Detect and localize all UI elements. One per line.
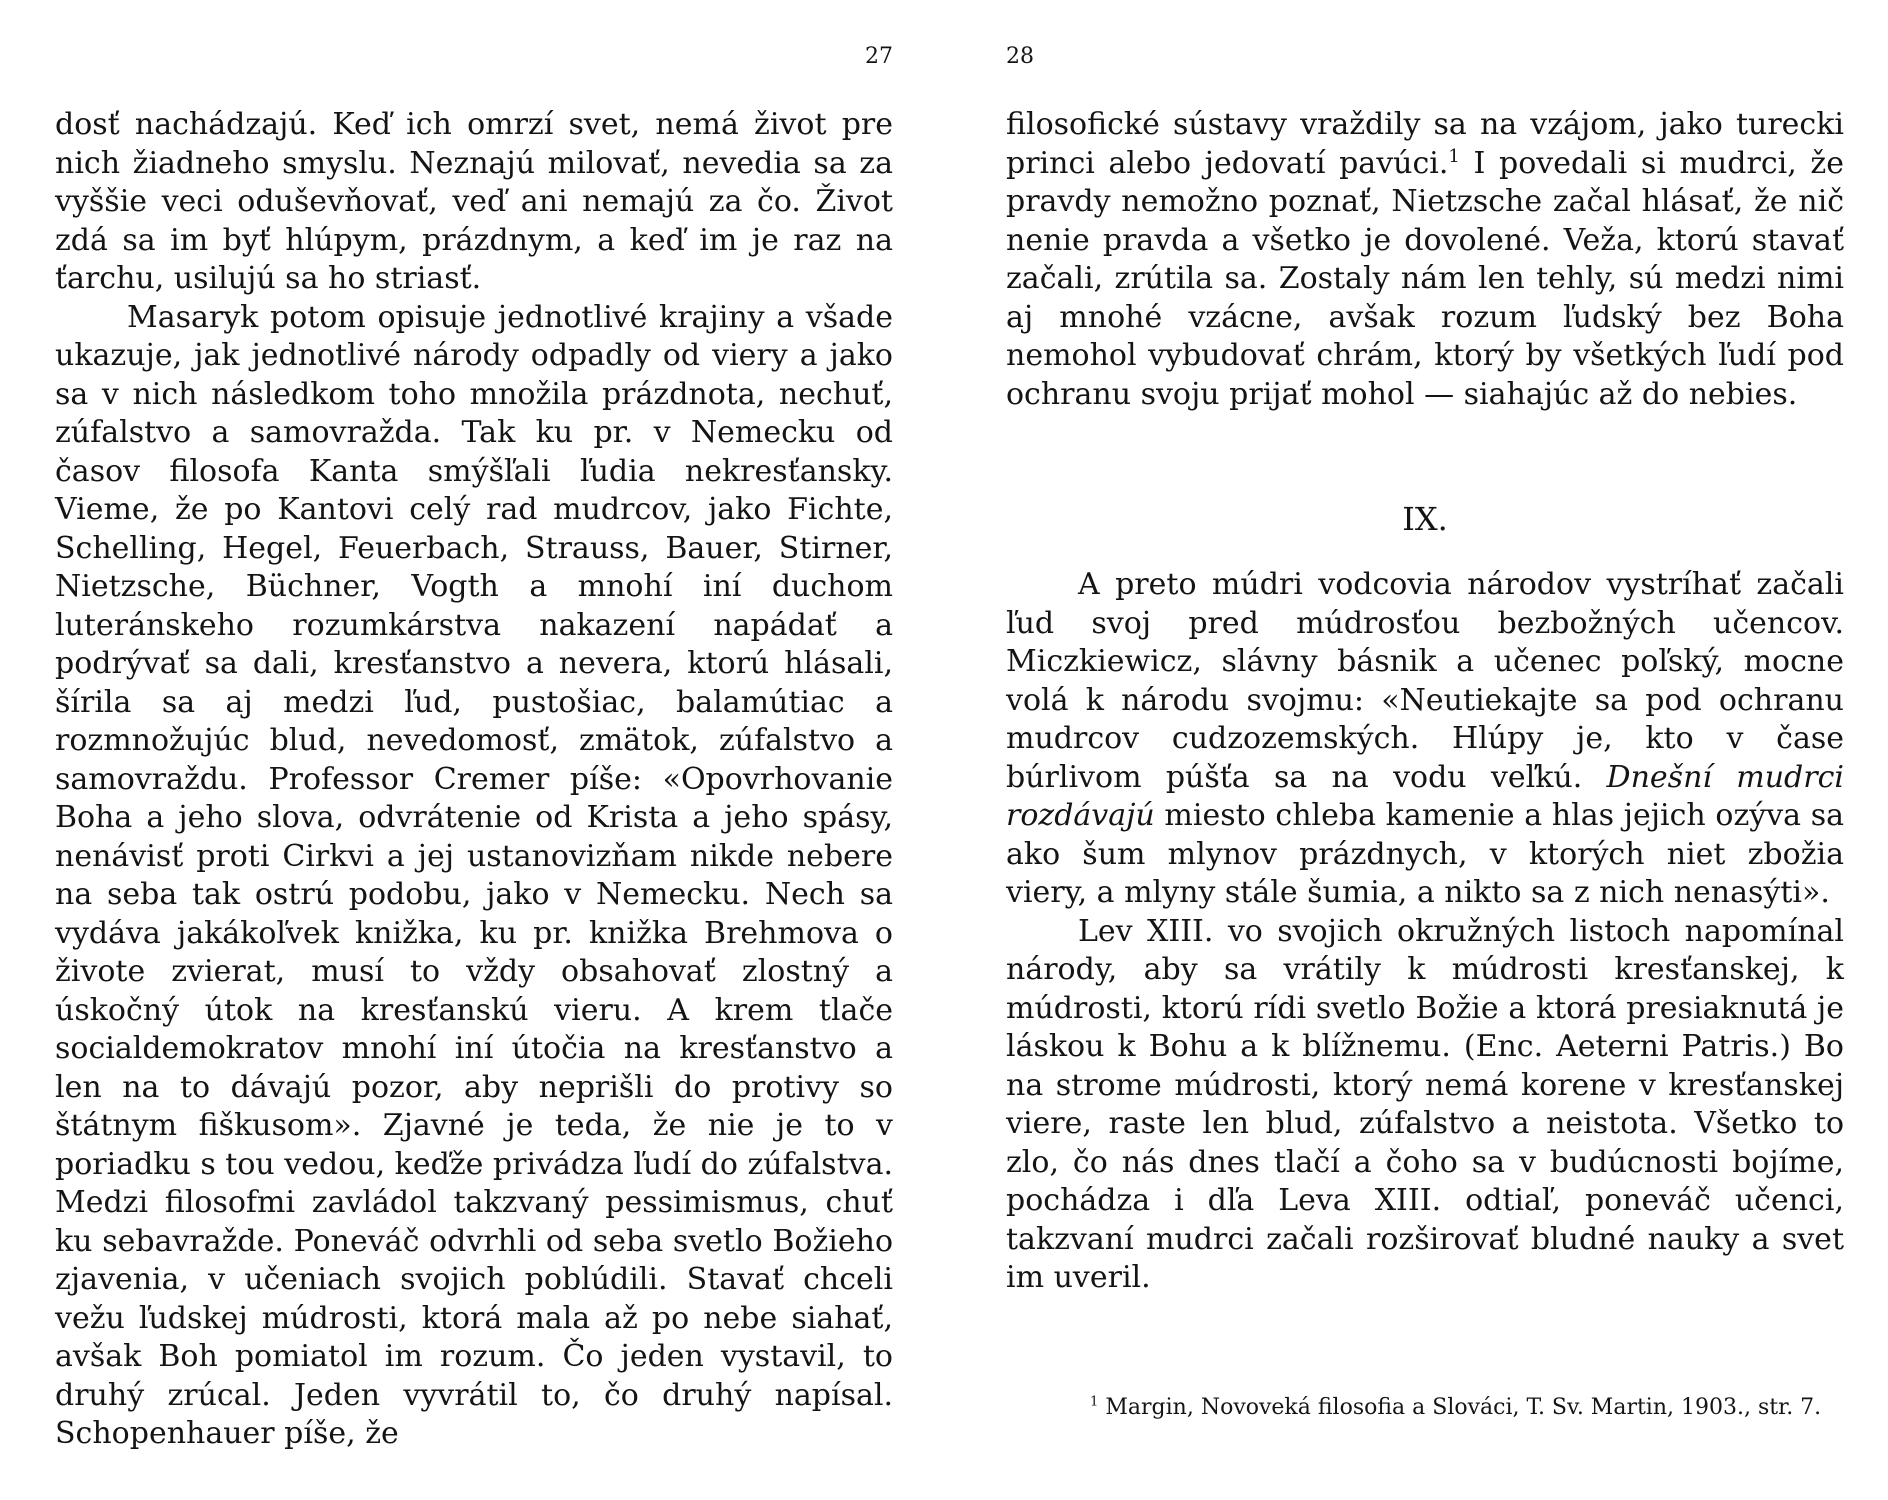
footnote-reference: 1	[1448, 145, 1460, 167]
footnote-text: Margin, Novoveká filosofia a Slováci, T. Sv. Martin, 1903., str. 7.	[1098, 1395, 1822, 1420]
paragraph: dosť nachádzajú. Keď ich omrzí svet, nemá život pre nich žiadneho smyslu. Neznajú milovať, nevedia sa za vyššie veci oduševňovať, veď ani nemajú za čo. Život zdá sa im byť hlúpym, prázdnym, a keď im je raz na ťarchu, usilujú sa ho striasť.	[55, 107, 893, 296]
paragraph-text: I povedali si mudrci, že pravdy nemožno poznať, Nietzsche začal hlásať, že nič nenie pravda a všetko je dovolené. Veža, ktorú stavať začali, zrútila sa. Zostaly nám len tehly, sú medzi nimi aj mnohé vzácne, avšak rozum ľudský bez Boha nemohol vybudovať chrám, ktorý by všetkých ľudí pod ochranu svoju prijať mohol — siahajúc až do nebies.	[1006, 145, 1844, 412]
paragraph-text: A preto múdri vodcovia národov vystríhať začali ľud svoj pred múdrosťou bezbožných učencov. Miczkiewicz, slávny básnik a učenec poľský, mocne volá k národu svojmu: «Neutiekajte sa pod ochranu mudrcov cudzozemských. Hlúpy je, kto v čase búrlivom púšťa sa na vodu veľkú.	[1006, 567, 1844, 795]
emphasis-text: Dnešní mudrci rozdávajú	[1006, 759, 1844, 833]
left-page	[55, 0, 893, 1500]
section-heading: IX.	[1402, 500, 1448, 538]
page-body	[55, 106, 893, 1454]
paragraph: Lev XIII. vo svojich okružných listoch napomínal národy, aby sa vrátily k múdrosti kresťanskej, k múdrosti, ktorú rídi svetlo Božie a ktorá presiaknutá je láskou k Bohu a k blížnemu. (Enc. Aeterni Patris.) Bo na strome múdrosti, ktorý nemá korene v kresťanskej viere, raste len blud, zúfalstvo a neistota. Všetko to zlo, čo nás dnes tlačí a čoho sa v budúcnosti bojíme, pochádza i dľa Leva XIII. odtiaľ, poneváč učenci, takzvaní mudrci začali rozširovať bludné nauky a svet im uveril.	[1006, 913, 1844, 1295]
right-page	[1006, 0, 1844, 1500]
paragraph	[1006, 106, 1844, 414]
paragraph	[1006, 566, 1844, 913]
page-body-bottom	[1006, 566, 1844, 1298]
page-number: 27	[865, 44, 893, 69]
paragraph-text: filosofické sústavy vraždily sa na vzájom, jako turecki princi alebo jedovatí pavúci.	[1006, 107, 1844, 181]
page-body-top	[1006, 106, 1844, 414]
paragraph: Masaryk potom opisuje jednotlivé krajiny a všade ukazuje, jak jednotlivé národy odpadly od viery a jako sa v nich následkom toho množila prázdnota, nechuť, zúfalstvo a samovražda. Tak ku pr. v Nemecku od časov filosofa Kanta smýšľali ľudia nekresťansky. Vieme, že po Kantovi celý rad mudrcov, jako Fichte, Schelling, Hegel, Feuerbach, Strauss, Bauer, Stirner, Nietzsche, Büchner, Vogth a mnohí iní duchom luteránskeho rozumkárstva nakazení napádať a podrývať sa dali, kresťanstvo a nevera, ktorú hlásali, šírila sa aj medzi ľud, pustošiac, balamútiac a rozmnožujúc blud, nevedomosť, zmätok, zúfalstvo a samovraždu. Professor Cremer píše: «Opovrhovanie Boha a jeho slova, odvrátenie od Krista a jeho spásy, nenávisť proti Cirkvi a jej ustanovizňam nikde nebere na seba tak ostrú podobu, jako v Nemecku. Nech sa vydáva jakákoľvek knižka, ku pr. knižka Brehmova o živote zvierat, musí to vždy obsahovať zlostný a úskočný útok na kresťanskú vieru. A krem tlače socialdemokratov mnohí iní útočia na kresťanstvo a len na to dávajú pozor, aby neprišli do protivy so štátnym fiškusom». Zjavné je teda, že nie je to v poriadku s tou vedou, keďže privádza ľudí do zúfalstva. Medzi filosofmi zavládol takzvaný pessimismus, chuť ku sebavražde. Poneváč odvrhli od seba svetlo Božieho zjavenia, v učeniach svojich poblúdili. Stavať chceli vežu ľudskej múdrosti, ktorá mala až po nebe siahať, avšak Boh pomiatol im rozum. Čo jeden vystavil, to druhý zrúcal. Jeden vyvrátil to, čo druhý napísal. Schopenhauer píše, že	[55, 299, 893, 1451]
page-number: 28	[1006, 44, 1034, 69]
footnote-number: 1	[1090, 1394, 1099, 1410]
paragraph-text: miesto chleba kamenie a hlas jejich ozýva sa ako šum mlynov prázdnych, v ktorých niet zbožia viery, a mlyny stále šumia, a nikto sa z nich nenasýti».	[1006, 798, 1844, 910]
footnote	[1006, 1392, 1844, 1424]
